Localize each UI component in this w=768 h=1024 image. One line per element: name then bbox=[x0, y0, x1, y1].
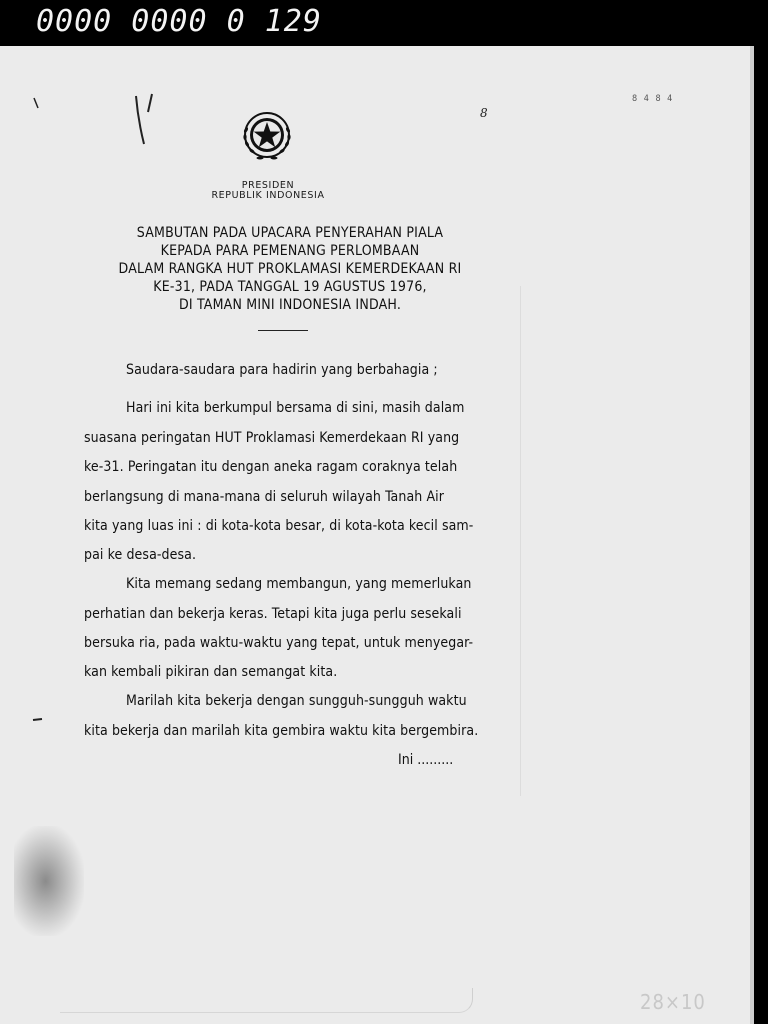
heading-line: SAMBUTAN PADA UPACARA PENYERAHAN PIALA bbox=[136, 225, 444, 241]
body-line: ke-31. Peringatan itu dengan aneka ragam coraknya telah bbox=[84, 459, 458, 475]
body-line: berlangsung di mana-mana di seluruh wilayah Tanah Air bbox=[84, 489, 445, 505]
body-line: pai ke desa-desa. bbox=[84, 547, 197, 563]
margin-dash-mark bbox=[32, 716, 44, 724]
body-line: kita yang luas ini : di kota-kota besar, di kota-kota kecil sam- bbox=[84, 518, 474, 534]
letterhead-line2: REPUBLIK INDONESIA bbox=[211, 190, 325, 201]
heading-line: DI TAMAN MINI INDONESIA INDAH. bbox=[178, 297, 402, 313]
margin-tick-mark bbox=[30, 94, 70, 154]
ink-blot bbox=[14, 826, 84, 936]
body-line: kita bekerja dan marilah kita gembira waktu kita bergembira. bbox=[84, 723, 479, 739]
presidential-emblem-icon bbox=[236, 104, 298, 166]
body-line: suasana peringatan HUT Proklamasi Kemerdekaan RI yang bbox=[84, 430, 460, 446]
continuation-marker: Ini ......... bbox=[398, 752, 454, 768]
handwritten-mark bbox=[128, 90, 168, 152]
faint-microfilm-mark: 28×10 bbox=[640, 990, 706, 1014]
corner-mark: 8 4 8 4 bbox=[632, 94, 675, 104]
heading-line: DALAM RANGKA HUT PROKLAMASI KEMERDEKAAN RI bbox=[118, 261, 462, 277]
body-line: bersuka ria, pada waktu-waktu yang tepat, untuk menyegar- bbox=[84, 635, 474, 651]
greeting: Saudara-saudara para hadirin yang berbahagia ; bbox=[126, 362, 438, 378]
film-number: 0000 0000 0 129 bbox=[36, 4, 322, 39]
paper-edge bbox=[60, 988, 473, 1013]
heading-line: KE-31, PADA TANGGAL 19 AGUSTUS 1976, bbox=[153, 279, 427, 295]
heading-divider bbox=[258, 330, 308, 331]
letterhead-line1: PRESIDEN bbox=[241, 180, 295, 191]
heading-line: KEPADA PARA PEMENANG PERLOMBAAN bbox=[160, 243, 420, 259]
speech-heading bbox=[90, 224, 490, 314]
body-line: Marilah kita bekerja dengan sungguh-sungguh waktu bbox=[126, 693, 467, 709]
page-fold-line bbox=[520, 286, 521, 796]
page-number: 8 bbox=[480, 106, 488, 120]
document-page bbox=[0, 46, 754, 1024]
body-line: kan kembali pikiran dan semangat kita. bbox=[84, 664, 338, 680]
body-line: Hari ini kita berkumpul bersama di sini, masih dalam bbox=[126, 400, 465, 416]
body-line: perhatian dan bekerja keras. Tetapi kita juga perlu sesekali bbox=[84, 606, 462, 622]
body-line: Kita memang sedang membangun, yang memerlukan bbox=[126, 576, 472, 592]
